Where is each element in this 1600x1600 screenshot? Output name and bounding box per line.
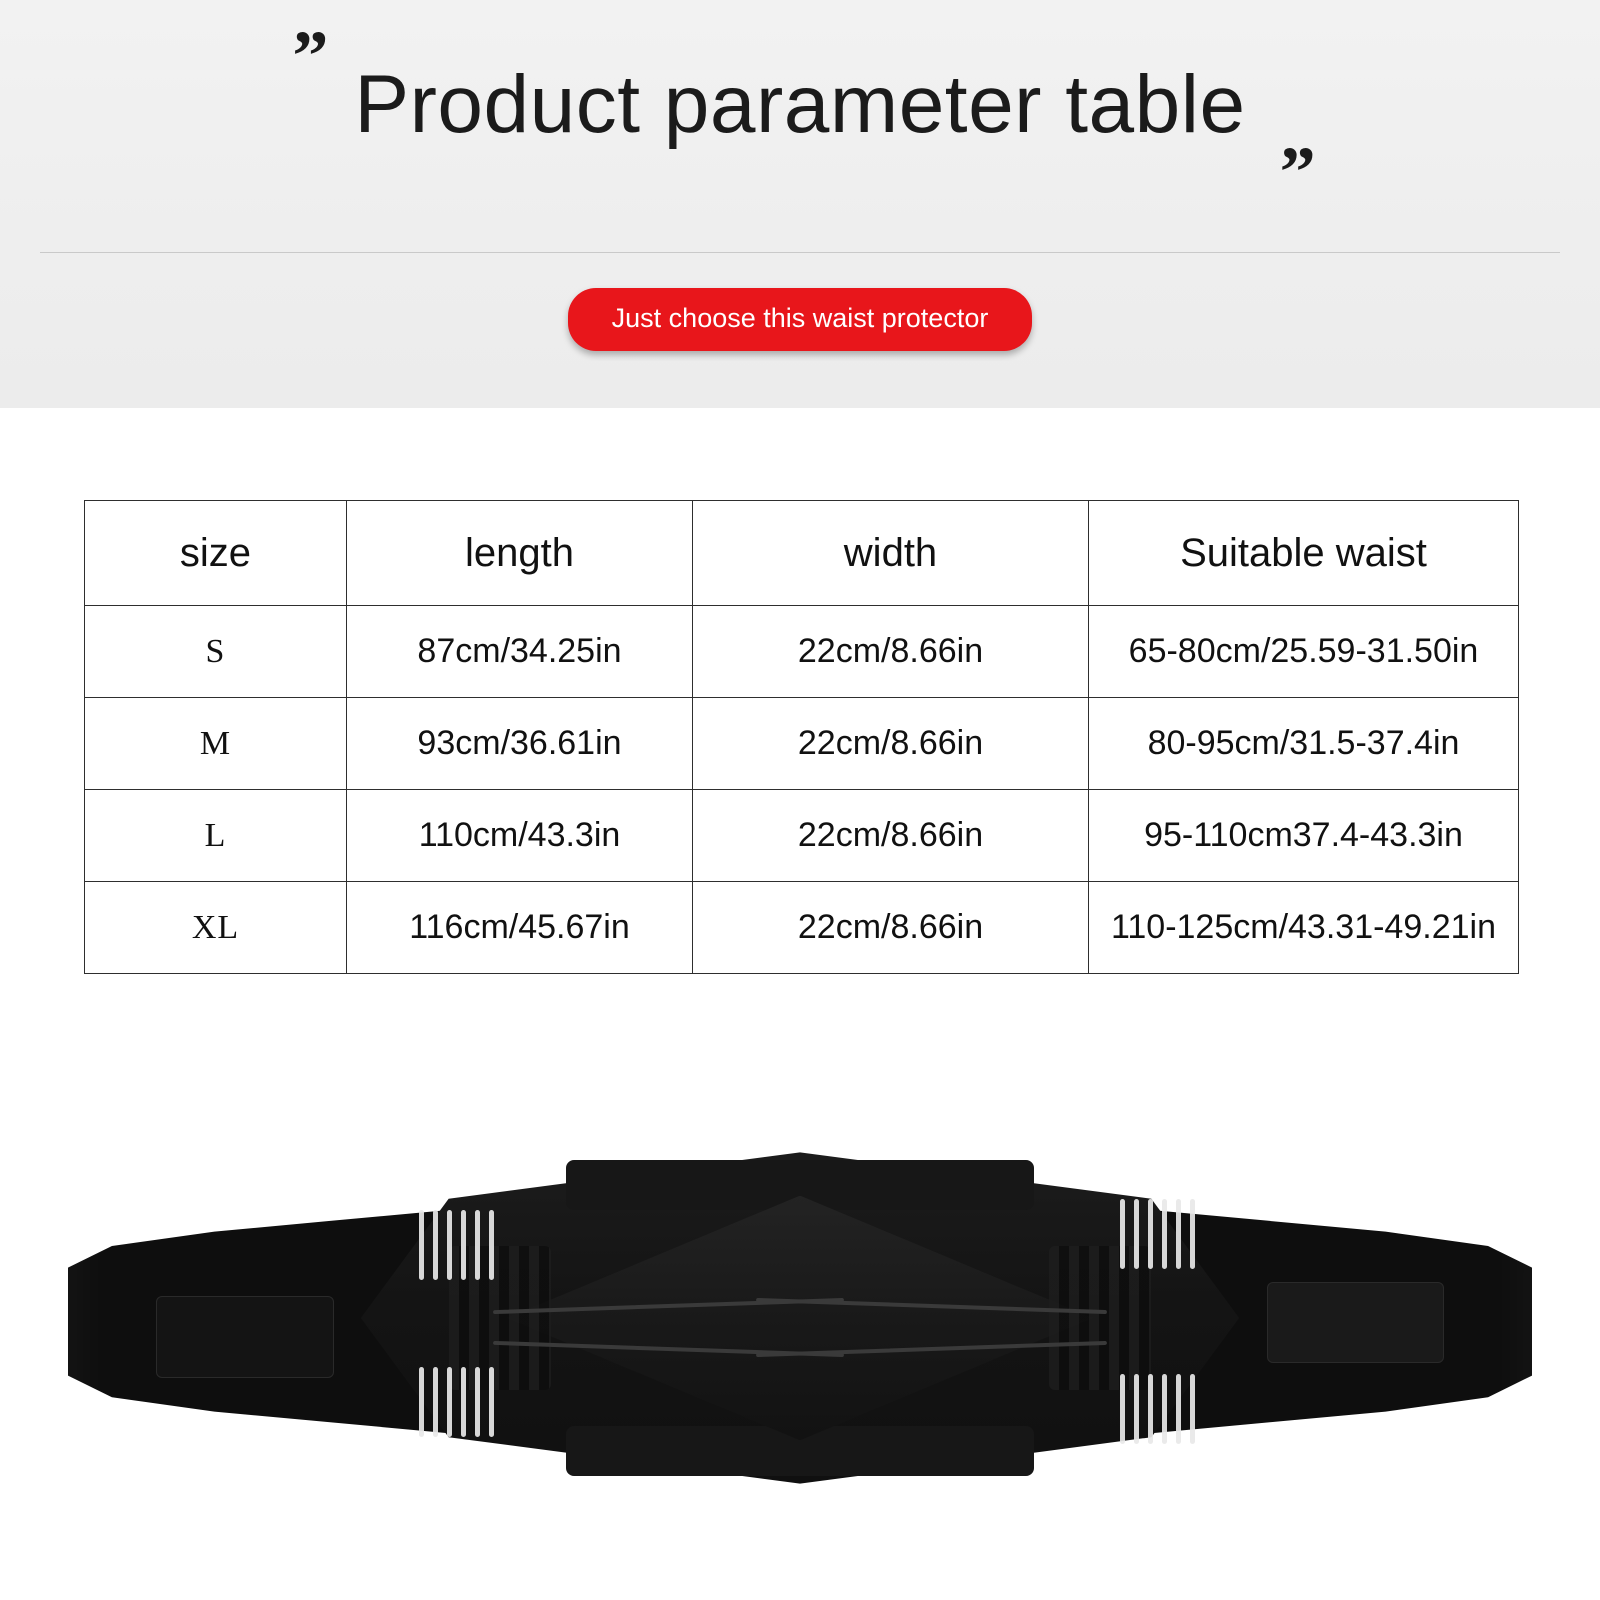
- cell-length: 110cm/43.3in: [347, 790, 693, 882]
- table-row: [85, 698, 1519, 790]
- cell-suitable-waist: 110-125cm/43.31-49.21in: [1089, 882, 1519, 974]
- cell-size: XL: [85, 882, 347, 974]
- cell-length: 93cm/36.61in: [347, 698, 693, 790]
- badge-row: [0, 288, 1600, 351]
- belt-stays-bottom-left: [419, 1367, 494, 1437]
- belt-strap-right: [1267, 1282, 1445, 1363]
- page-title: Product parameter table: [354, 59, 1246, 150]
- belt-strap-left: [156, 1296, 334, 1377]
- column-header-width: width: [693, 501, 1089, 606]
- column-header-length: length: [347, 501, 693, 606]
- column-header-suitable-waist: Suitable waist: [1089, 501, 1519, 606]
- belt-stays-top-right: [1120, 1199, 1195, 1269]
- title-row: [0, 16, 1600, 212]
- spec-table: [84, 500, 1519, 974]
- table-row: [85, 790, 1519, 882]
- waist-support-belt-image: [68, 1138, 1532, 1498]
- status-badge: Just choose this waist protector: [568, 288, 1033, 351]
- product-image-area: [0, 1060, 1600, 1600]
- cell-size: L: [85, 790, 347, 882]
- cell-size: M: [85, 698, 347, 790]
- table-row: [85, 606, 1519, 698]
- table-row: [85, 882, 1519, 974]
- title-wrap: [284, 16, 1316, 212]
- cell-suitable-waist: 65-80cm/25.59-31.50in: [1089, 606, 1519, 698]
- cell-suitable-waist: 95-110cm37.4-43.3in: [1089, 790, 1519, 882]
- cell-width: 22cm/8.66in: [693, 882, 1089, 974]
- belt-stays-top-left: [419, 1210, 494, 1280]
- header-divider: [40, 252, 1560, 253]
- cell-width: 22cm/8.66in: [693, 698, 1089, 790]
- belt-stays-bottom-right: [1120, 1374, 1195, 1444]
- cell-width: 22cm/8.66in: [693, 606, 1089, 698]
- spec-table-container: [84, 500, 1518, 974]
- header-band: [0, 0, 1600, 408]
- cell-size: S: [85, 606, 347, 698]
- cell-length: 87cm/34.25in: [347, 606, 693, 698]
- cell-length: 116cm/45.67in: [347, 882, 693, 974]
- cell-width: 22cm/8.66in: [693, 790, 1089, 882]
- table-header-row: [85, 501, 1519, 606]
- quote-open-icon: ”: [292, 16, 329, 96]
- quote-close-icon: ”: [1279, 132, 1316, 212]
- column-header-size: size: [85, 501, 347, 606]
- cell-suitable-waist: 80-95cm/31.5-37.4in: [1089, 698, 1519, 790]
